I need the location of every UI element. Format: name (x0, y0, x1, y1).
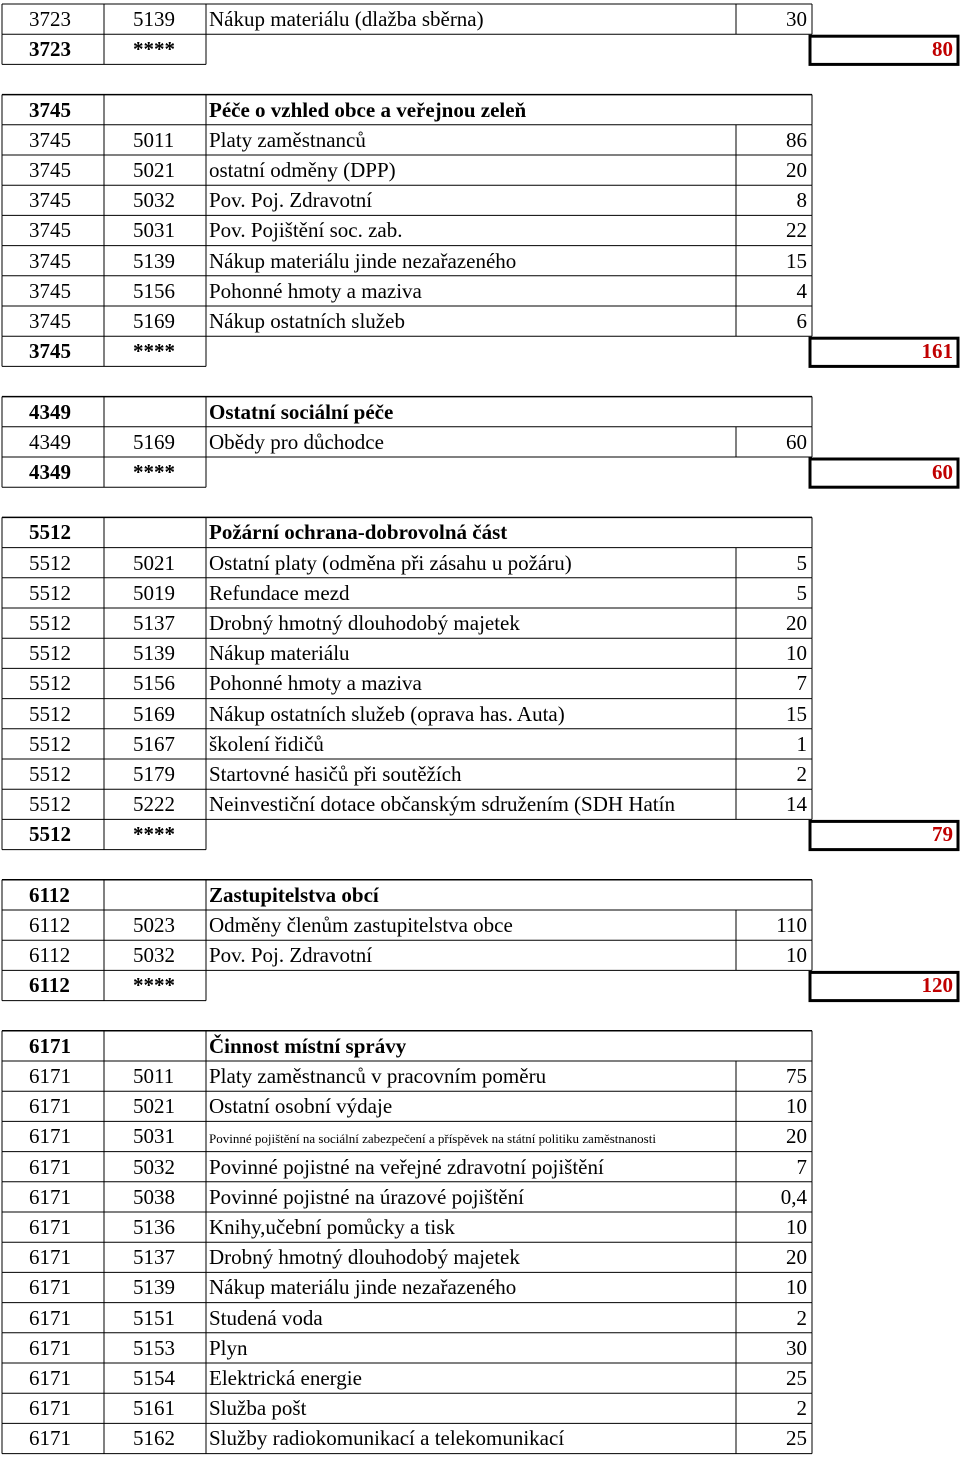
paragraph-code: 6171 (29, 1094, 71, 1119)
item-amount: 7 (796, 671, 807, 696)
item-code: 5156 (133, 671, 175, 696)
item-description: Drobný hmotný dlouhodobý majetek (209, 1245, 520, 1270)
paragraph-code: 6171 (29, 1215, 71, 1239)
item-code: 5139 (133, 7, 175, 31)
item-code: 5169 (133, 701, 175, 726)
item-description: Služba pošt (209, 1396, 307, 1421)
paragraph-code: 5512 (29, 611, 71, 635)
item-code: 5019 (133, 580, 175, 605)
item-code: 5179 (133, 762, 175, 786)
paragraph-code: 6171 (29, 1366, 71, 1390)
paragraph-code: 6171 (29, 1396, 71, 1421)
item-amount: 75 (786, 1064, 807, 1088)
subtotal-code: 4349 (29, 460, 71, 484)
item-description: ostatní odměny (DPP) (209, 158, 396, 182)
subtotal-code: 3723 (29, 37, 71, 62)
item-amount: 25 (786, 1426, 807, 1451)
item-code: 5169 (133, 309, 175, 333)
item-description: školení řidičů (209, 731, 324, 756)
subtotal-code: 6112 (29, 973, 70, 998)
item-description: Obědy pro důchodce (209, 429, 384, 454)
item-code: 5032 (133, 943, 175, 968)
subtotal-marker: **** (133, 460, 175, 484)
paragraph-code: 3745 (29, 188, 71, 213)
item-code: 5139 (133, 1275, 175, 1300)
paragraph-code: 3745 (29, 309, 71, 333)
item-amount: 20 (786, 1124, 807, 1149)
paragraph-code: 6112 (29, 913, 71, 937)
paragraph-code: 3723 (29, 7, 71, 31)
item-code: 5169 (133, 429, 175, 454)
section-code: 3745 (29, 97, 71, 122)
subtotal-code: 5512 (29, 822, 71, 847)
item-code: 5161 (133, 1396, 175, 1421)
item-amount: 110 (776, 913, 807, 937)
section-title: Činnost místní správy (209, 1033, 407, 1058)
subtotal-code: 3745 (29, 339, 71, 364)
item-code: 5137 (133, 1245, 175, 1270)
item-description: Pohonné hmoty a maziva (209, 671, 422, 696)
item-amount: 10 (786, 1275, 807, 1300)
subtotal-marker: **** (133, 339, 175, 364)
item-description: Knihy,učební pomůcky a tisk (209, 1215, 455, 1239)
item-description: Plyn (209, 1335, 248, 1360)
subtotal-amount: 80 (932, 37, 953, 62)
item-code: 5139 (133, 641, 175, 666)
item-description: Povinné pojištění na sociální zabezpečení a příspěvek na státní politiku zaměstnanosti (209, 1131, 656, 1147)
item-code: 5032 (133, 1154, 175, 1179)
item-amount: 22 (786, 218, 807, 243)
item-amount: 20 (786, 1245, 807, 1270)
paragraph-code: 5512 (29, 701, 71, 726)
item-amount: 60 (786, 429, 807, 454)
item-code: 5038 (133, 1184, 175, 1209)
item-code: 5136 (133, 1215, 175, 1239)
section-code: 6112 (29, 882, 70, 907)
paragraph-code: 3745 (29, 278, 71, 303)
paragraph-code: 6171 (29, 1154, 71, 1179)
item-description: Refundace mezd (209, 580, 350, 605)
item-description: Nákup ostatních služeb (oprava has. Auta) (209, 701, 565, 726)
item-amount: 4 (796, 278, 807, 303)
item-description: Nákup materiálu (209, 641, 350, 666)
paragraph-code: 6171 (29, 1275, 71, 1300)
item-amount: 5 (796, 550, 807, 575)
item-description: Pov. Poj. Zdravotní (209, 943, 373, 968)
item-description: Povinné pojistné na veřejné zdravotní pojištění (209, 1154, 604, 1179)
item-amount: 1 (796, 731, 807, 756)
item-amount: 10 (786, 1094, 807, 1119)
item-description: Neinvestiční dotace občanským sdružením (SDH Hatín (209, 792, 675, 817)
paragraph-code: 5512 (29, 580, 71, 605)
item-code: 5156 (133, 278, 175, 303)
item-description: Pov. Poj. Zdravotní (209, 188, 373, 213)
item-amount: 30 (786, 7, 807, 31)
paragraph-code: 6171 (29, 1184, 71, 1209)
item-amount: 2 (796, 1305, 807, 1330)
subtotal-marker: **** (133, 822, 175, 847)
item-amount: 20 (786, 611, 807, 635)
item-description: Nákup materiálu (dlažba sběrna) (209, 7, 484, 31)
item-description: Startovné hasičů při soutěžích (209, 762, 462, 786)
paragraph-code: 4349 (29, 429, 71, 454)
section-title: Péče o vzhled obce a veřejnou zeleň (209, 97, 527, 122)
item-description: Ostatní osobní výdaje (209, 1094, 393, 1119)
paragraph-code: 5512 (29, 641, 71, 666)
item-code: 5222 (133, 792, 175, 817)
subtotal-marker: **** (133, 37, 175, 62)
item-description: Studená voda (209, 1305, 323, 1330)
item-amount: 8 (796, 188, 807, 213)
paragraph-code: 6171 (29, 1245, 71, 1270)
item-description: Ostatní platy (odměna při zásahu u požáru) (209, 550, 572, 575)
item-amount: 14 (786, 792, 807, 817)
item-amount: 20 (786, 158, 807, 182)
item-amount: 7 (796, 1154, 807, 1179)
section-title: Zastupitelstva obcí (209, 882, 379, 907)
section-title: Požární ochrana-dobrovolná část (209, 520, 508, 545)
paragraph-code: 6112 (29, 943, 71, 968)
item-code: 5162 (133, 1426, 175, 1451)
subtotal-amount: 60 (932, 460, 953, 484)
item-description: Platy zaměstnanců (209, 127, 366, 152)
paragraph-code: 6171 (29, 1064, 71, 1088)
item-description: Povinné pojistné na úrazové pojištění (209, 1184, 524, 1209)
item-code: 5023 (133, 913, 175, 937)
item-code: 5011 (133, 127, 175, 152)
subtotal-amount: 120 (921, 973, 953, 998)
item-description: Pohonné hmoty a maziva (209, 278, 422, 303)
subtotal-amount: 161 (921, 339, 953, 364)
item-amount: 2 (796, 1396, 807, 1421)
item-code: 5151 (133, 1305, 175, 1330)
item-description: Služby radiokomunikací a telekomunikací (209, 1426, 565, 1451)
paragraph-code: 3745 (29, 127, 71, 152)
paragraph-code: 5512 (29, 671, 71, 696)
paragraph-code: 6171 (29, 1335, 71, 1360)
paragraph-code: 3745 (29, 218, 71, 243)
item-code: 5032 (133, 188, 175, 213)
item-description: Nákup ostatních služeb (209, 309, 405, 333)
item-amount: 86 (786, 127, 807, 152)
paragraph-code: 3745 (29, 248, 71, 273)
item-code: 5153 (133, 1335, 175, 1360)
item-description: Nákup materiálu jinde nezařazeného (209, 248, 517, 273)
paragraph-code: 5512 (29, 762, 71, 786)
item-description: Pov. Pojištění soc. zab. (209, 218, 403, 243)
paragraph-code: 6171 (29, 1305, 71, 1330)
item-code: 5011 (133, 1064, 175, 1088)
item-code: 5154 (133, 1366, 175, 1390)
item-description: Elektrická energie (209, 1366, 362, 1390)
subtotal-marker: **** (133, 973, 175, 998)
item-description: Drobný hmotný dlouhodobý majetek (209, 611, 520, 635)
item-code: 5031 (133, 218, 175, 243)
item-amount: 6 (796, 309, 807, 333)
item-code: 5021 (133, 158, 175, 182)
item-description: Nákup materiálu jinde nezařazeného (209, 1275, 517, 1300)
item-amount: 25 (786, 1366, 807, 1390)
paragraph-code: 5512 (29, 550, 71, 575)
section-code: 6171 (29, 1033, 71, 1058)
paragraph-code: 3745 (29, 158, 71, 182)
item-code: 5021 (133, 1094, 175, 1119)
paragraph-code: 6171 (29, 1124, 71, 1149)
subtotal-amount: 79 (932, 822, 953, 847)
item-amount: 0,4 (780, 1184, 807, 1209)
item-description: Odměny členům zastupitelstva obce (209, 913, 513, 937)
item-description: Platy zaměstnanců v pracovním poměru (209, 1064, 547, 1088)
item-amount: 10 (786, 1215, 807, 1239)
paragraph-code: 5512 (29, 792, 71, 817)
item-code: 5031 (133, 1124, 175, 1149)
item-amount: 2 (796, 762, 807, 786)
item-amount: 15 (786, 701, 807, 726)
item-amount: 10 (786, 943, 807, 968)
section-code: 4349 (29, 399, 71, 424)
item-code: 5137 (133, 611, 175, 635)
item-code: 5021 (133, 550, 175, 575)
item-amount: 15 (786, 248, 807, 273)
section-title: Ostatní sociální péče (209, 399, 394, 424)
paragraph-code: 5512 (29, 731, 71, 756)
item-code: 5167 (133, 731, 175, 756)
item-code: 5139 (133, 248, 175, 273)
item-amount: 30 (786, 1335, 807, 1360)
paragraph-code: 6171 (29, 1426, 71, 1451)
section-code: 5512 (29, 520, 71, 545)
item-amount: 5 (796, 580, 807, 605)
item-amount: 10 (786, 641, 807, 666)
